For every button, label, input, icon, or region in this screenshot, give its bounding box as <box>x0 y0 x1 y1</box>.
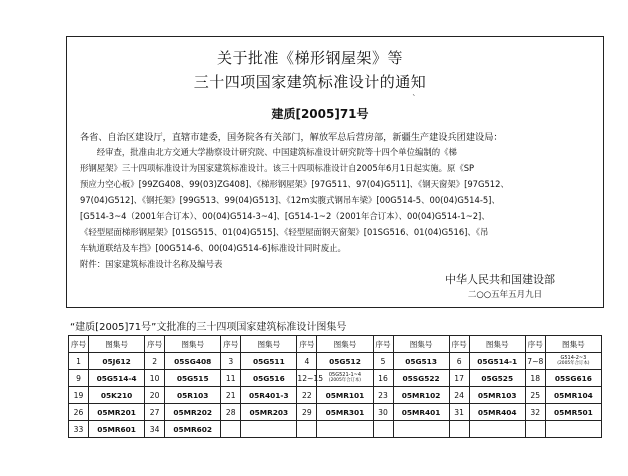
column-header-serial: 序号 <box>221 336 241 353</box>
serial-number-cell: 22 <box>297 387 317 404</box>
serial-number-cell: 29 <box>297 404 317 421</box>
serial-number-cell: 17 <box>449 370 469 387</box>
atlas-code-cell <box>317 370 373 387</box>
column-header-atlas-code: 图集号 <box>89 336 145 353</box>
atlas-code-cell: 05MR601 <box>89 421 145 438</box>
atlas-code-cell: 05MR103 <box>469 387 525 404</box>
column-header-serial: 序号 <box>69 336 89 353</box>
atlas-code-cell: 05MR104 <box>545 387 601 404</box>
notice-body-line: 《轻型屋面梯形钢屋架》[01SG515、01(04)G515]、《轻型屋面钢天窗架》[01SG516、01(04)G516]、《吊 <box>80 227 489 237</box>
notice-body-line: 97(04)G512]、《钢托架》[99G513、99(04)G513]、《12m实腹式钢吊车梁》[00G514-5、00(04)G514-5]、 <box>80 195 500 205</box>
atlas-code-cell <box>545 353 601 370</box>
atlas-code-cell: 05SG616 <box>545 370 601 387</box>
atlas-code-cell: 05MR602 <box>165 421 221 438</box>
atlas-code-cell: 05MR301 <box>317 404 373 421</box>
empty-cell <box>373 421 393 438</box>
serial-number-cell: 11 <box>221 370 241 387</box>
atlas-code-cell: 05MR102 <box>393 387 449 404</box>
atlas-code-cell: 05MR203 <box>241 404 297 421</box>
atlas-code-cell: 05G516 <box>241 370 297 387</box>
serial-number-cell: 1 <box>69 353 89 370</box>
serial-number-cell: 33 <box>69 421 89 438</box>
atlas-code-text: G514-2~3 <box>560 355 587 361</box>
table-row <box>69 404 602 421</box>
empty-cell <box>393 421 449 438</box>
atlas-code-table <box>68 335 602 438</box>
atlas-code-cell: 05G515 <box>165 370 221 387</box>
serial-number-cell: 27 <box>145 404 165 421</box>
document-number: 建质[2005]71号 <box>271 107 369 121</box>
atlas-code-cell: 05K210 <box>89 387 145 404</box>
serial-number-cell: 12~15 <box>297 370 317 387</box>
empty-cell <box>221 421 241 438</box>
atlas-code-cell: 05R401-3 <box>241 387 297 404</box>
empty-cell <box>241 421 297 438</box>
serial-number-cell: 5 <box>373 353 393 370</box>
empty-cell <box>525 421 545 438</box>
table-caption: “建质[2005]71号”文批准的三十四项国家建筑标准设计图集号 <box>70 322 347 333</box>
column-header-serial: 序号 <box>373 336 393 353</box>
notice-body-line: 经审查，批准由北方交通大学勘察设计研究院、中国建筑标准设计研究院等十四个单位编制的《梯 <box>80 147 457 157</box>
notice-title-line-1: 关于批准《梯形钢屋架》等 <box>216 49 403 67</box>
atlas-code-cell: 05J612 <box>89 353 145 370</box>
notice-body-line: [G514-3~4（2001年合订本）、00(04)G514-3~4]、[G514-1~2（2001年合订本）、00(04)G514-1~2]、 <box>80 211 490 221</box>
column-header-serial: 序号 <box>525 336 545 353</box>
notice-body-line: 形钢屋架》三十四项标准设计为国家建筑标准设计。该三十四项标准设计自2005年6月1日起实施。原《SP <box>80 163 475 173</box>
empty-cell <box>545 421 601 438</box>
atlas-code-cell: 05MR201 <box>89 404 145 421</box>
issue-date: 二○○五年五月九日 <box>467 290 543 300</box>
serial-number-cell: 19 <box>69 387 89 404</box>
table-row <box>69 387 602 404</box>
empty-cell <box>469 421 525 438</box>
column-header-serial: 序号 <box>449 336 469 353</box>
attachment-line: 附件：国家建筑标准设计名称及编号表 <box>80 259 223 269</box>
atlas-code-cell: 05MR401 <box>393 404 449 421</box>
serial-number-cell: 23 <box>373 387 393 404</box>
serial-number-cell: 21 <box>221 387 241 404</box>
column-header-atlas-code: 图集号 <box>469 336 525 353</box>
notice-title-line-2: 三十四项国家建筑标准设计的通知 <box>193 73 427 91</box>
table-header-row <box>69 336 602 353</box>
serial-number-cell: 20 <box>145 387 165 404</box>
serial-number-cell: 34 <box>145 421 165 438</box>
table-row <box>69 370 602 387</box>
atlas-code-cell: 05G513 <box>393 353 449 370</box>
serial-number-cell: 25 <box>525 387 545 404</box>
notice-body-line: 车轨道联结及车挡》[00G514-6、00(04)G514-6]标准设计同时废止。 <box>80 243 346 253</box>
empty-cell <box>317 421 373 438</box>
atlas-code-cell: 05G514-4 <box>89 370 145 387</box>
column-header-atlas-code: 图集号 <box>393 336 449 353</box>
serial-number-cell: 2 <box>145 353 165 370</box>
atlas-code-cell: 05MR101 <box>317 387 373 404</box>
table-row <box>69 353 602 370</box>
serial-number-cell: 32 <box>525 404 545 421</box>
atlas-code-cell: 05MR202 <box>165 404 221 421</box>
atlas-code-note: (2005年合订本) <box>557 361 590 366</box>
serial-number-cell: 30 <box>373 404 393 421</box>
serial-number-cell: 31 <box>449 404 469 421</box>
table-row <box>69 421 602 438</box>
issuing-authority: 中华人民共和国建设部 <box>445 273 555 286</box>
atlas-code-cell: 05SG522 <box>393 370 449 387</box>
atlas-code-cell: 05SG408 <box>165 353 221 370</box>
serial-number-cell: 28 <box>221 404 241 421</box>
serial-number-cell: 9 <box>69 370 89 387</box>
serial-number-cell: 7~8 <box>525 353 545 370</box>
atlas-code-cell: 05G512 <box>317 353 373 370</box>
atlas-code-cell: 05MR501 <box>545 404 601 421</box>
atlas-code-cell: 05G514-1 <box>469 353 525 370</box>
atlas-code-cell: 05MR404 <box>469 404 525 421</box>
empty-cell <box>449 421 469 438</box>
notice-body-line: 预应力空心板》[99ZG408、99(03)ZG408]、《梯形钢屋架》[97G511、97(04)G511]、《钢天窗架》[97G512、 <box>80 179 509 189</box>
column-header-serial: 序号 <box>145 336 165 353</box>
serial-number-cell: 18 <box>525 370 545 387</box>
atlas-code-cell: 05G511 <box>241 353 297 370</box>
serial-number-cell: 10 <box>145 370 165 387</box>
column-header-serial: 序号 <box>297 336 317 353</box>
serial-number-cell: 16 <box>373 370 393 387</box>
serial-number-cell: 6 <box>449 353 469 370</box>
addressees: 各省、自治区建设厅，直辖市建委，国务院各有关部门，解放军总后营房部，新疆生产建设兵团建设局： <box>80 132 503 143</box>
atlas-code-cell: 05R103 <box>165 387 221 404</box>
atlas-code-note: (2005年合订本) <box>328 378 362 383</box>
column-header-atlas-code: 图集号 <box>165 336 221 353</box>
column-header-atlas-code: 图集号 <box>317 336 373 353</box>
stray-mark: ` <box>412 95 417 105</box>
serial-number-cell: 4 <box>297 353 317 370</box>
empty-cell <box>297 421 317 438</box>
column-header-atlas-code: 图集号 <box>241 336 297 353</box>
serial-number-cell: 3 <box>221 353 241 370</box>
serial-number-cell: 24 <box>449 387 469 404</box>
column-header-atlas-code: 图集号 <box>545 336 601 353</box>
serial-number-cell: 26 <box>69 404 89 421</box>
atlas-code-cell: 05G525 <box>469 370 525 387</box>
atlas-code-text: 05G521-1~4 <box>328 372 362 378</box>
